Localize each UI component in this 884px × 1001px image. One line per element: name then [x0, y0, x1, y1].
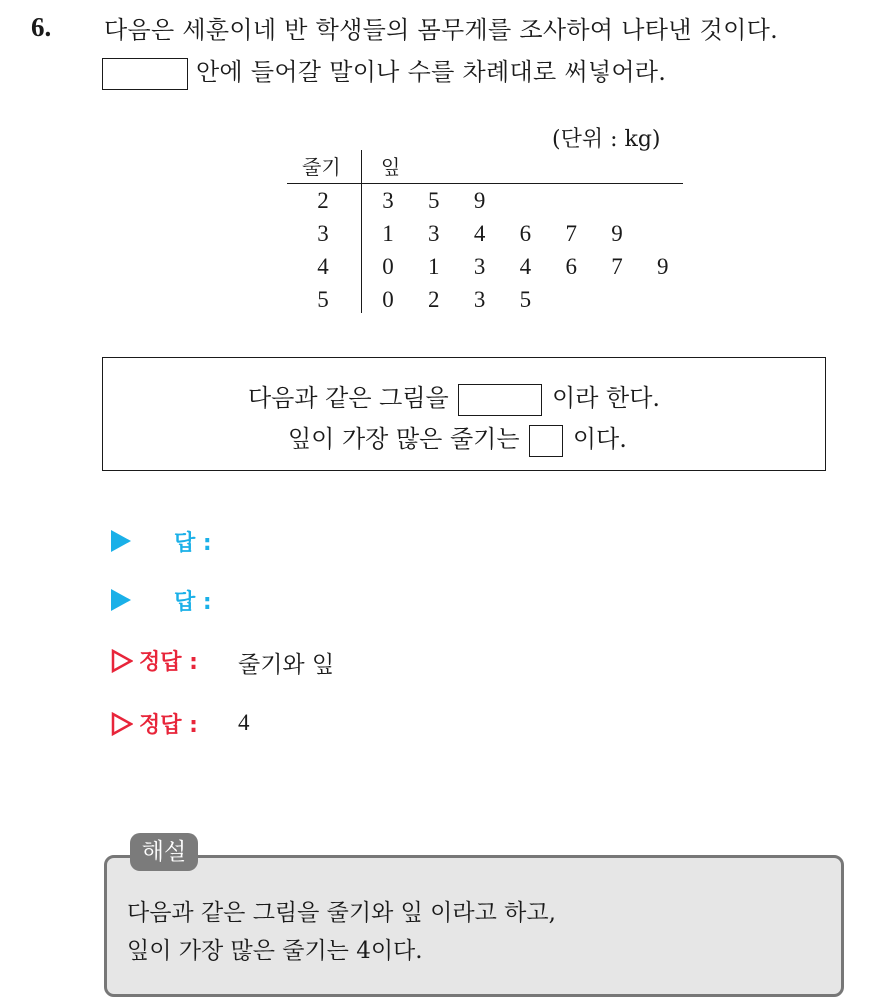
- correct-1-value: 줄기와 잎: [238, 652, 335, 678]
- stem-header: 줄기: [302, 155, 341, 179]
- statement-line-1: [248, 378, 660, 416]
- unit-label: (단위 : kg): [552, 127, 661, 152]
- leaf-value: 5: [428, 188, 440, 213]
- correct-2-value: 4: [238, 710, 250, 735]
- stem-value: 5: [317, 287, 329, 312]
- stem-value: 2: [317, 188, 329, 213]
- leaf-value: 7: [611, 254, 623, 279]
- explanation-tag: 해설: [130, 833, 198, 871]
- leaf-value: 1: [428, 254, 440, 279]
- leaf-value: 2: [428, 287, 440, 312]
- statement-line-2: [288, 419, 627, 457]
- correct-2-label: 정답 :: [139, 713, 198, 738]
- question-line-1: 다음은 세훈이네 반 학생들의 몸무게를 조사하여 나타낸 것이다.: [104, 16, 779, 44]
- correct-2-triangle-icon: [111, 712, 133, 736]
- answer-1-triangle-icon: [111, 530, 131, 552]
- answer-1-label: 답 :: [174, 531, 212, 556]
- statement-line-2-suffix: 이다.: [572, 425, 627, 453]
- correct-1-triangle-icon: [111, 649, 133, 673]
- leaf-value: 3: [428, 221, 440, 246]
- leaf-value: 3: [473, 254, 486, 279]
- blank-box-2: [529, 425, 563, 457]
- answer-2-triangle-icon: [111, 589, 131, 611]
- question-number: 6.: [31, 12, 52, 42]
- leaf-value: 6: [519, 221, 532, 246]
- leaf-value: 7: [565, 221, 577, 246]
- statement-line-1-prefix: 다음과 같은 그림을: [248, 384, 449, 412]
- statement-line-2-prefix: 잎이 가장 많은 줄기는: [288, 425, 520, 453]
- correct-1-label: 정답 :: [139, 650, 198, 675]
- leaf-value: 6: [565, 254, 577, 279]
- answer-2-label: 답 :: [174, 590, 212, 615]
- leaf-value: 4: [519, 254, 532, 279]
- table-header-divider: [287, 183, 683, 184]
- stem-leaf-divider: [361, 150, 362, 313]
- explanation-line-2: 잎이 가장 많은 줄기는 4이다.: [127, 938, 423, 964]
- leaf-value: 3: [473, 287, 486, 312]
- leaf-value: 3: [382, 188, 394, 213]
- leaf-value: 5: [519, 287, 532, 312]
- leaf-value: 9: [611, 221, 623, 246]
- stem-value: 4: [317, 254, 329, 279]
- leaf-value: 4: [473, 221, 486, 246]
- answer-blank-box: [102, 58, 188, 90]
- question-line-2: [102, 52, 666, 90]
- blank-box-1: [458, 384, 542, 416]
- leaf-value: 1: [382, 221, 394, 246]
- leaf-value: 9: [657, 254, 669, 279]
- explanation-line-1: 다음과 같은 그림을 줄기와 잎 이라고 하고,: [127, 900, 556, 926]
- leaf-value: 0: [382, 287, 394, 312]
- leaf-value: 0: [382, 254, 394, 279]
- leaf-value: 9: [473, 188, 486, 213]
- statement-line-1-suffix: 이라 한다.: [552, 384, 661, 412]
- question-line-2-text: 안에 들어갈 말이나 수를 차례대로 써넣어라.: [195, 58, 667, 86]
- stem-value: 3: [317, 221, 329, 246]
- leaf-header: 잎: [381, 155, 401, 179]
